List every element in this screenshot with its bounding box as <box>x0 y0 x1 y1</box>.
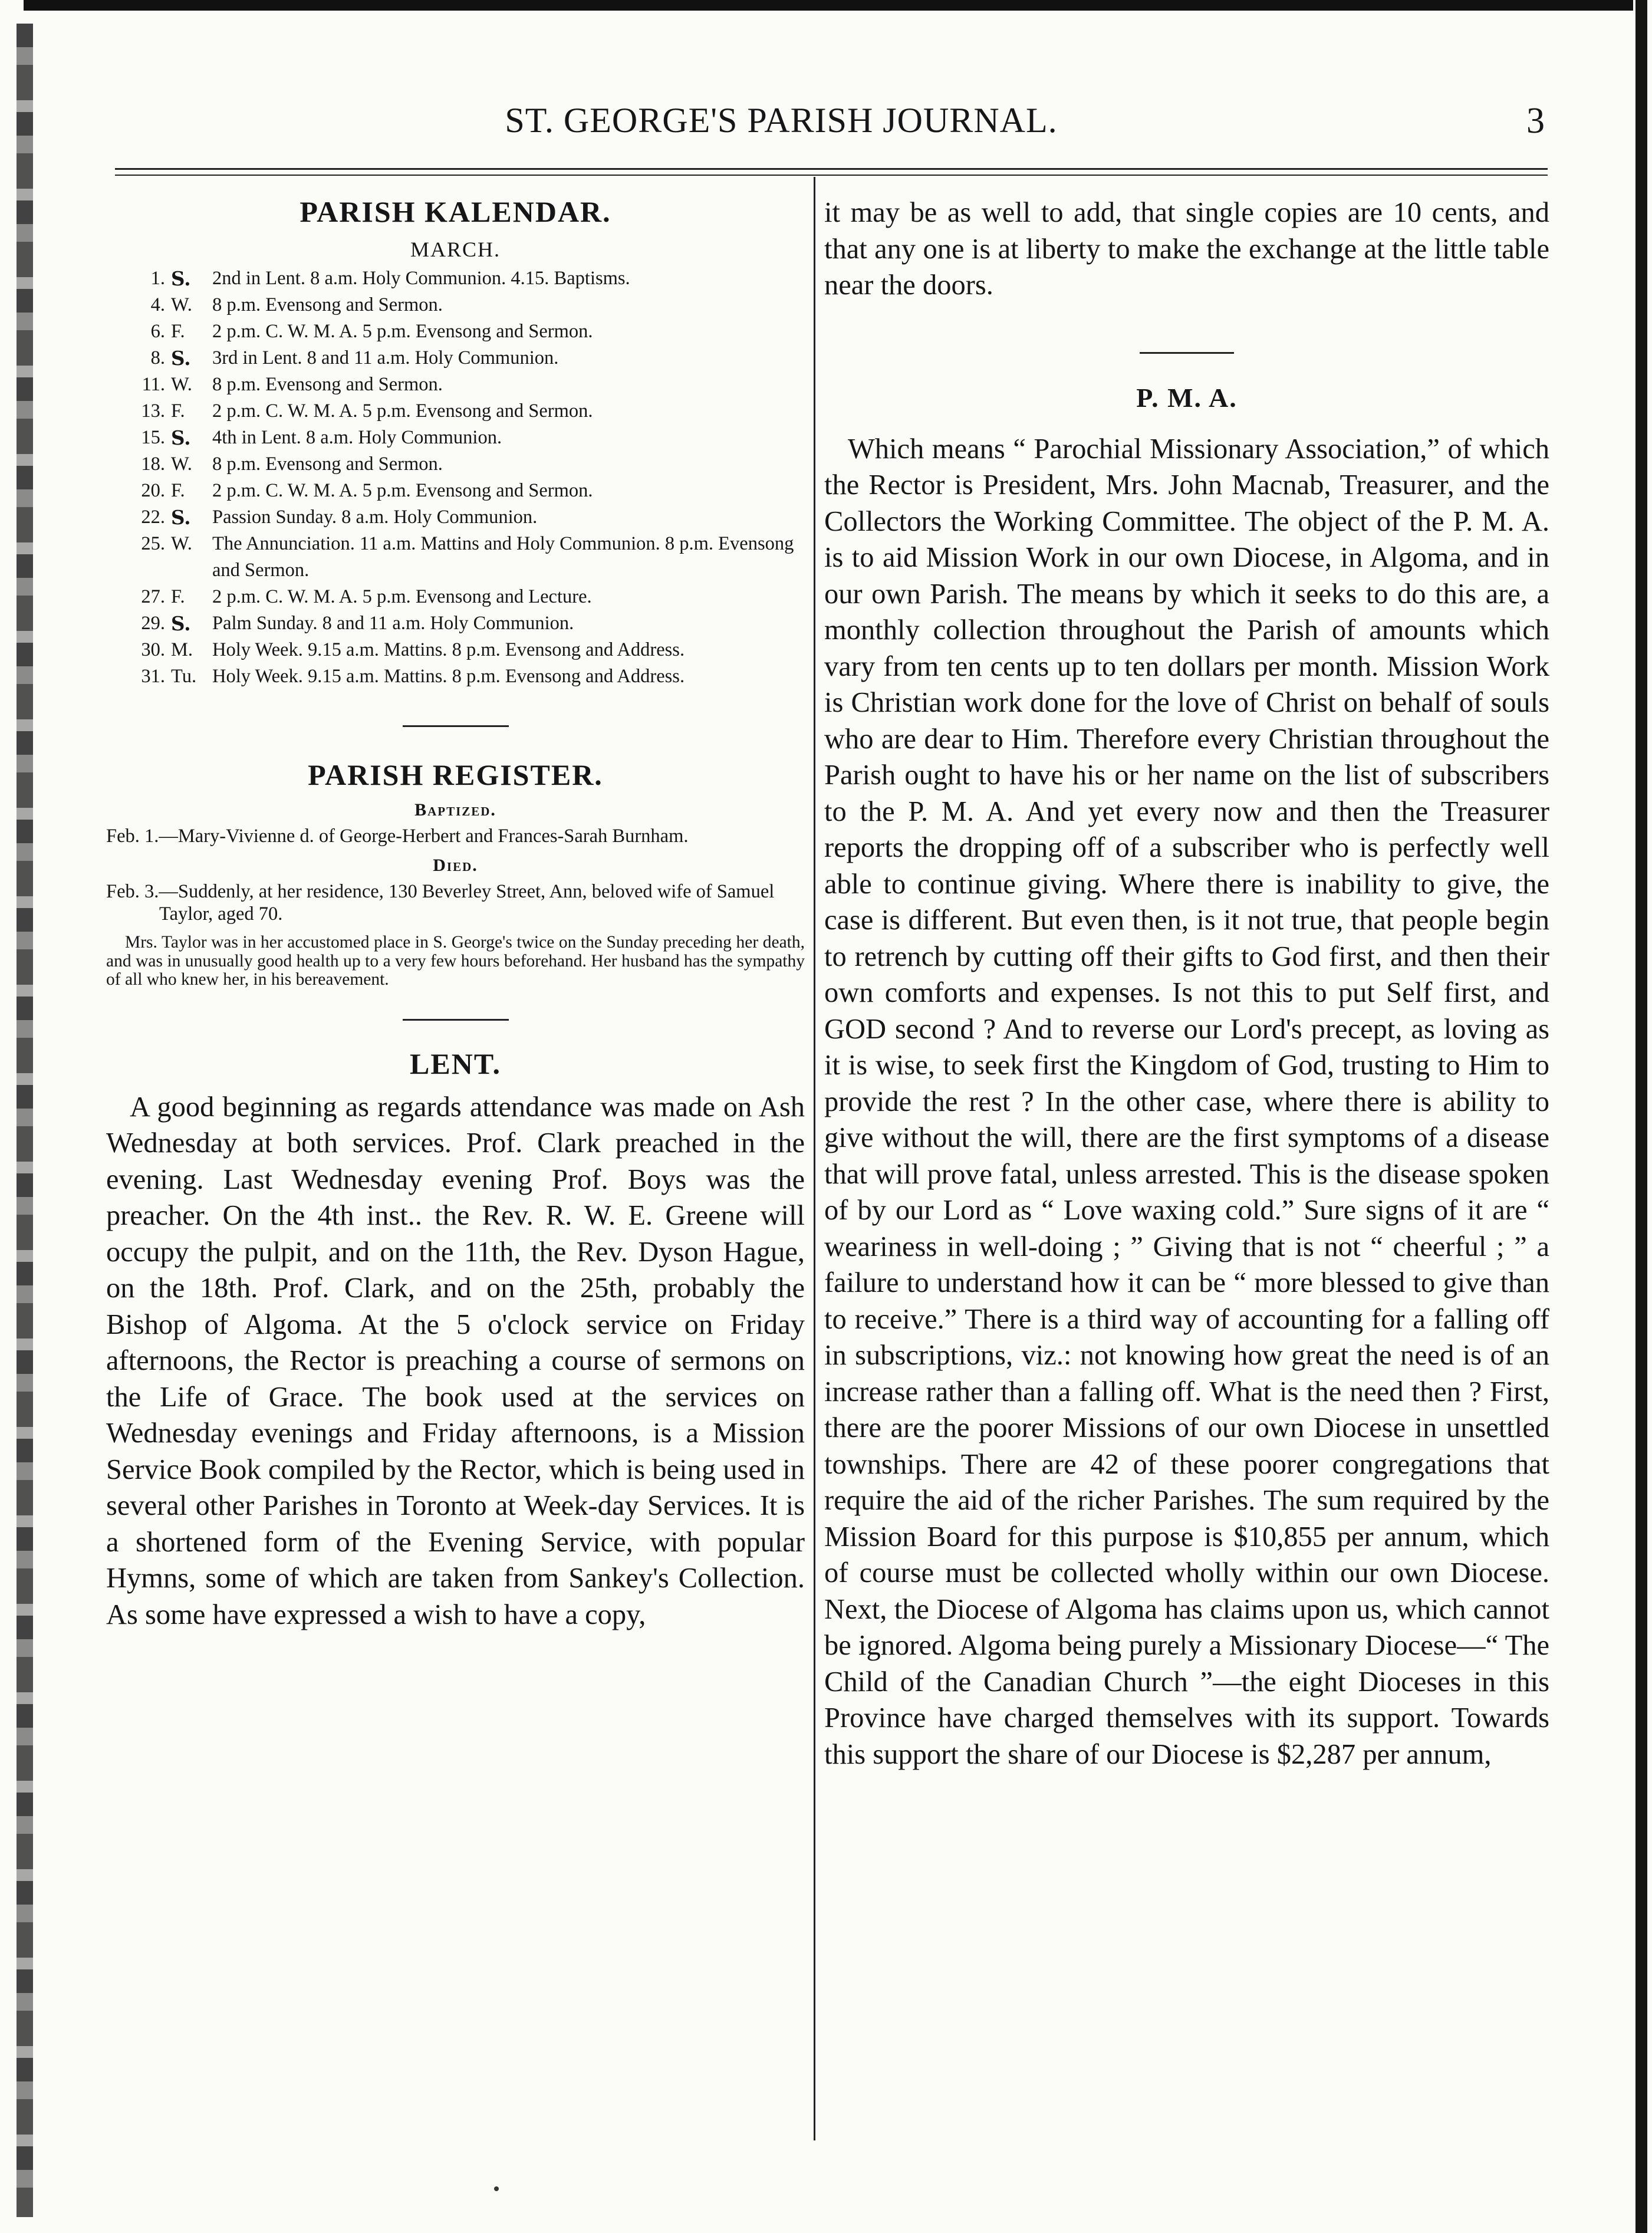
kalendar-entry <box>106 504 805 531</box>
top-border-rule <box>24 0 1633 11</box>
kalendar-text: 8 p.m. Evensong and Sermon. <box>212 453 443 475</box>
kalendar-entry <box>106 478 805 504</box>
kalendar-weekday: F. <box>171 586 185 607</box>
right-column <box>824 195 1549 1772</box>
kalendar-entry <box>106 425 805 451</box>
kalendar-text: 4th in Lent. 8 a.m. Holy Communion. <box>212 427 502 448</box>
pma-paragraph: Which means “ Parochial Missionary Association,” of which the Rector is President, Mrs. John Macnab, Treasurer, and the Collectors the Working Committee. The object of the P. M. A. is to aid Mission Work in our own Diocese, in Algoma, and in our own Parish. The means by which it seeks to do this are, a monthly collection throughout the Parish of amounts which vary from ten cents up to ten dollars per month. Mission Work is Christian work done for the love of Christ on behalf of souls who are dear to Him. Therefore every Christian throughout the Parish ought to have his or her name on the list of subscribers to the P. M. A. And yet every now and then the Treasurer reports the dropping off of a subscriber who is perfectly well able to continue giving. Where there is inability to give, the case is different. But even then, is it not true, that people begin to retrench by cutting off their gifts to God first, and then their own comforts and expenses. Is not this to put Self first, and GOD second ? And to reverse our Lord's precept, as loving as it is wise, to seek first the Kingdom of God, trusting to Him to provide the rest ? In the other case, where there is ability to give without the will, there are the first symptoms of a disease that will prove fatal, unless arrested. This is the disease spoken of by our Lord as “ Love waxing cold.” Sure signs of it are “ weariness in well-doing ; ” Giving that is not “ cheerful ; ” a failure to understand how it can be “ more blessed to give than to receive.” There is a third way of accounting for a falling off in subscriptions, viz.: not knowing how great the need is of an increase rather than a falling off. What is the need then ? First, there are the poorer Missions of our own Diocese in unsettled townships. There are 42 of these poorer congregations that require the aid of the richer Parishes. The sum required by the Mission Board for this purpose is $10,855 per annum, which of course must be collected wholly within our own Diocese. Next, the Diocese of Algoma has claims upon us, which cannot be ignored. Algoma being purely a Missionary Diocese—“ The Child of the Canadian Church ”—the eight Dioceses in this Province have charged themselves with its support. Towards this support the share of our Diocese is $2,287 per annum, <box>824 433 1549 1770</box>
kalendar-entry <box>106 584 805 610</box>
kalendar-date: 22. <box>141 507 165 528</box>
kalendar-date: 29. <box>141 613 165 634</box>
kalendar-text: 2 p.m. C. W. M. A. 5 p.m. Evensong and Sermon. <box>212 400 593 422</box>
kalendar-weekday: Tu. <box>171 666 197 687</box>
kalendar-date: 13. <box>141 400 165 422</box>
kalendar-date: 25. <box>141 533 165 554</box>
kalendar-entry <box>106 451 805 478</box>
page-header <box>118 100 1545 153</box>
kalendar-weekday: W. <box>171 533 192 554</box>
kalendar-text: Holy Week. 9.15 a.m. Mattins. 8 p.m. Evensong and Address. <box>212 639 685 660</box>
kalendar-entry <box>106 318 805 345</box>
kalendar-entry <box>106 345 805 371</box>
kalendar-entry <box>106 663 805 690</box>
baptized-heading: Baptized. <box>414 800 496 820</box>
kalendar-entry <box>106 637 805 663</box>
lent-continuation: it may be as well to add, that single copies are 10 cents, and that any one is at liberty to make the exchange at the little table near the doors. <box>824 197 1549 301</box>
kalendar-text: 8 p.m. Evensong and Sermon. <box>212 294 443 315</box>
kalendar-entry <box>106 292 805 318</box>
pma-title: P. M. A. <box>1136 382 1238 413</box>
header-rule-bottom <box>115 175 1548 176</box>
kalendar-weekday: S. <box>171 426 191 449</box>
kalendar-weekday: M. <box>171 639 193 660</box>
kalendar-date: 8. <box>150 347 165 369</box>
died-entry: Feb. 3.—Suddenly, at her residence, 130 Beverley Street, Ann, beloved wife of Samuel Taylor, aged 70. <box>106 881 775 925</box>
kalendar-date: 31. <box>141 666 165 687</box>
kalendar-text: Passion Sunday. 8 a.m. Holy Communion. <box>212 507 538 528</box>
kalendar-entry <box>106 531 805 584</box>
separator-rule <box>403 1019 509 1021</box>
kalendar-weekday: W. <box>171 374 192 395</box>
kalendar-date: 30. <box>141 639 165 660</box>
kalendar-list <box>106 265 805 690</box>
kalendar-date: 20. <box>141 480 165 501</box>
kalendar-date: 27. <box>141 586 165 607</box>
kalendar-weekday: F. <box>171 480 185 501</box>
column-divider <box>814 177 815 2140</box>
kalendar-text: Palm Sunday. 8 and 11 a.m. Holy Communion. <box>212 613 574 634</box>
baptized-entry: Feb. 1.—Mary-Vivienne d. of George-Herbert and Frances-Sarah Burnham. <box>106 826 689 847</box>
kalendar-weekday: W. <box>171 294 192 315</box>
page-binding-edge <box>17 24 33 2217</box>
kalendar-weekday: W. <box>171 453 192 475</box>
kalendar-date: 11. <box>141 374 165 395</box>
kalendar-text: 2nd in Lent. 8 a.m. Holy Communion. 4.15. Baptisms. <box>212 268 630 289</box>
kalendar-weekday: S. <box>171 506 191 529</box>
kalendar-text: 2 p.m. C. W. M. A. 5 p.m. Evensong and Sermon. <box>212 480 593 501</box>
kalendar-title: PARISH KALENDAR. <box>300 195 611 228</box>
kalendar-text: Holy Week. 9.15 a.m. Mattins. 8 p.m. Evensong and Address. <box>212 666 685 687</box>
kalendar-date: 4. <box>150 294 165 315</box>
register-title: PARISH REGISTER. <box>308 758 603 791</box>
lent-paragraph: A good beginning as regards attendance was made on Ash Wednesday at both services. Prof. Clark preached in the evening. Last Wednesday evening Prof. Boys was the preacher. On the 4th inst.. the Rev. R. W. E. Greene will occupy the pulpit, and on the 11th, the Rev. Dyson Hague, on the 18th. Prof. Clark, and on the 25th, probably the Bishop of Algoma. At the 5 o'clock service on Friday afternoons, the Rector is preaching a course of sermons on the Life of Grace. The book used at the services on Wednesday evenings and Friday afternoons, is a Mission Service Book compiled by the Rector, which is being used in several other Parishes in Toronto at Week-day Services. It is a shortened form of the Evening Service, with popular Hymns, some of which are taken from Sankey's Collection. As some have expressed a wish to have a copy, <box>106 1091 805 1630</box>
kalendar-weekday: S. <box>171 612 191 635</box>
kalendar-weekday: S. <box>171 347 191 370</box>
kalendar-weekday: F. <box>171 400 185 422</box>
separator-rule <box>1140 352 1234 354</box>
page-number: 3 <box>1526 101 1545 141</box>
died-heading: Died. <box>433 856 478 875</box>
kalendar-date: 1. <box>150 268 165 289</box>
kalendar-text: 3rd in Lent. 8 and 11 a.m. Holy Communion. <box>212 347 559 369</box>
kalendar-entry <box>106 371 805 398</box>
header-rule-top <box>115 168 1548 170</box>
page-right-edge <box>1635 0 1647 2233</box>
kalendar-text: 8 p.m. Evensong and Sermon. <box>212 374 443 395</box>
kalendar-text: 2 p.m. C. W. M. A. 5 p.m. Evensong and Sermon. <box>212 321 593 342</box>
kalendar-entry <box>106 610 805 637</box>
kalendar-text: The Annunciation. 11 a.m. Mattins and Holy Communion. 8 p.m. Evensong and Sermon. <box>212 533 794 581</box>
died-note: Mrs. Taylor was in her accustomed place in S. George's twice on the Sunday preceding her death, and was in unusually good health up to a very few hours beforehand. Her husband has the sympathy of all who knew her, in his bereavement. <box>106 933 805 989</box>
kalendar-date: 18. <box>141 453 165 475</box>
journal-title: ST. GEORGE'S PARISH JOURNAL. <box>505 101 1058 140</box>
kalendar-date: 6. <box>150 321 165 342</box>
kalendar-date: 15. <box>141 427 165 448</box>
kalendar-entry <box>106 398 805 425</box>
separator-rule <box>403 725 509 727</box>
left-column <box>106 195 805 1633</box>
lent-title: LENT. <box>410 1047 501 1080</box>
kalendar-entry <box>106 265 805 292</box>
kalendar-text: 2 p.m. C. W. M. A. 5 p.m. Evensong and Lecture. <box>212 586 592 607</box>
kalendar-month: MARCH. <box>410 238 501 261</box>
kalendar-weekday: S. <box>171 267 191 290</box>
print-speck <box>494 2186 499 2191</box>
kalendar-weekday: F. <box>171 321 185 342</box>
